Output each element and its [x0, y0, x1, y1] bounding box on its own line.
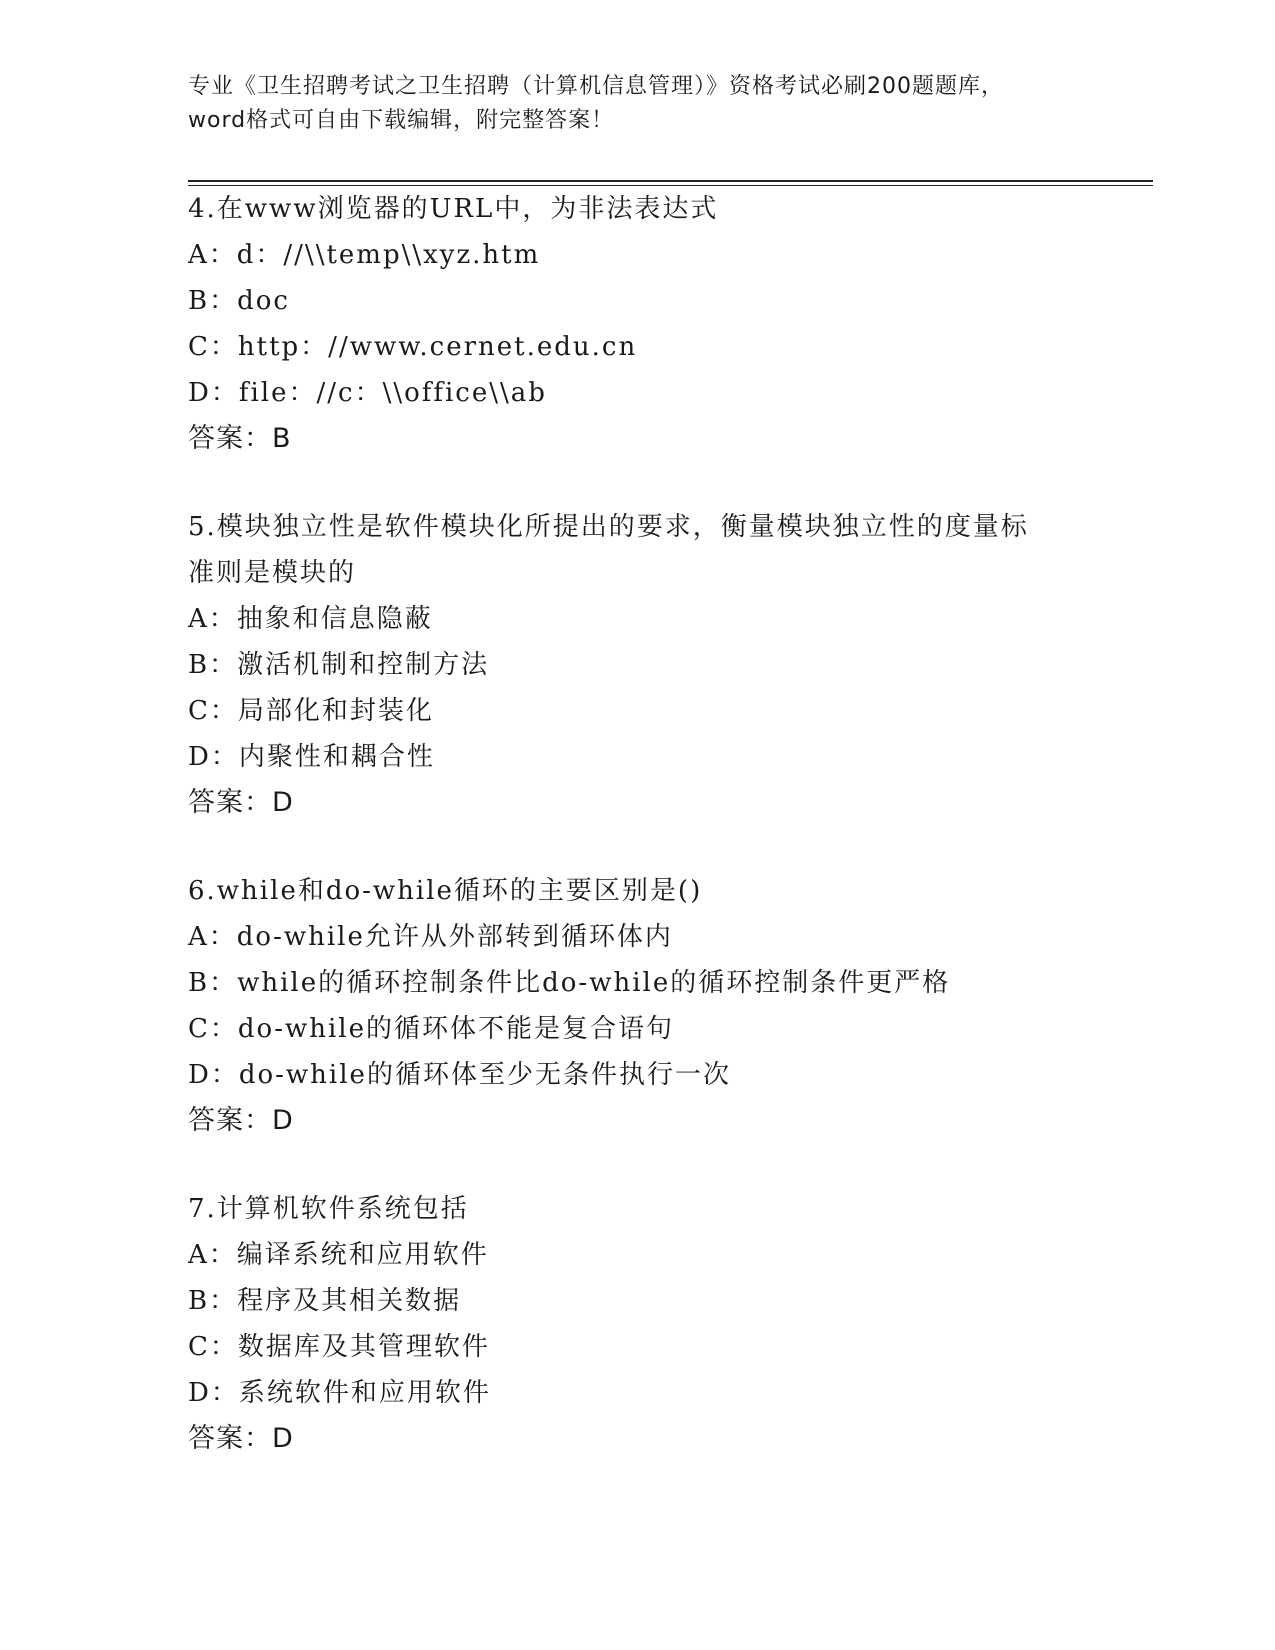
- answer: 答案：D: [188, 787, 294, 818]
- question-6: [188, 868, 1088, 1144]
- option-b: B：程序及其相关数据: [188, 1286, 462, 1316]
- option-b: B：激活机制和控制方法: [188, 650, 490, 680]
- option-d: D：do-while的循环体至少无条件执行一次: [188, 1060, 731, 1090]
- question-4: [188, 186, 1088, 462]
- question-7: [188, 1186, 1088, 1462]
- option-c: C：http：//www.cernet.edu.cn: [188, 332, 638, 362]
- option-a: A：抽象和信息隐蔽: [188, 604, 433, 634]
- option-a: A：do-while允许从外部转到循环体内: [188, 922, 673, 952]
- option-d: D：内聚性和耦合性: [188, 742, 435, 772]
- question-text: 7.计算机软件系统包括: [188, 1194, 469, 1224]
- question-text: 4.在www浏览器的URL中，为非法表达式: [188, 194, 719, 224]
- option-c: C：do-while的循环体不能是复合语句: [188, 1014, 674, 1044]
- option-b: B：doc: [188, 286, 290, 316]
- option-c: C：局部化和封装化: [188, 696, 434, 726]
- option-b: B：while的循环控制条件比do-while的循环控制条件更严格: [188, 968, 951, 998]
- option-c: C：数据库及其管理软件: [188, 1332, 490, 1362]
- option-d: D：file：//c：\\office\\ab: [188, 378, 547, 408]
- option-a: A：编译系统和应用软件: [188, 1240, 489, 1270]
- question-text: 6.while和do-while循环的主要区别是(): [188, 876, 703, 906]
- document-header: [188, 70, 1088, 138]
- question-list: [188, 186, 1088, 1504]
- answer: 答案：B: [188, 423, 292, 454]
- header-title-line-2: word格式可自由下载编辑，附完整答案！: [188, 108, 615, 133]
- question-text: 5.模块独立性是软件模块化所提出的要求，衡量模块独立性的度量标: [188, 512, 1029, 542]
- question-text-continued: 准则是模块的: [188, 558, 357, 588]
- question-5: [188, 504, 1088, 826]
- header-title-line-1: 专业《卫生招聘考试之卫生招聘（计算机信息管理）》资格考试必刷200题题库，: [188, 74, 1004, 99]
- option-d: D：系统软件和应用软件: [188, 1378, 491, 1408]
- option-a: A：d：//\\temp\\xyz.htm: [188, 240, 541, 270]
- answer: 答案：D: [188, 1423, 294, 1454]
- header-divider-thick: [188, 180, 1153, 182]
- answer: 答案：D: [188, 1105, 294, 1136]
